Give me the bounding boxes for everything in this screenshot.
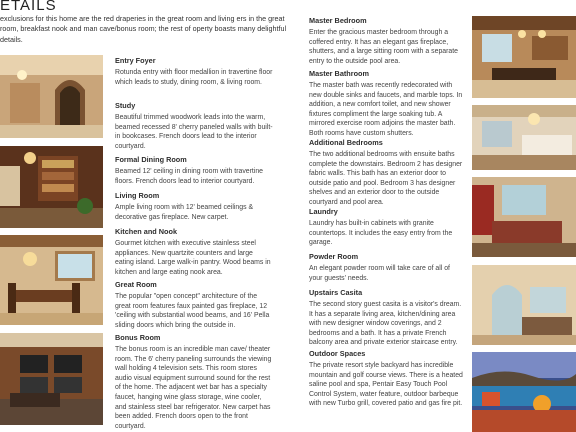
section-additional-bedrooms <box>309 138 465 208</box>
section-text: An elegant powder room will take care of all of your guests' needs. <box>309 265 450 282</box>
photo-dining-room <box>0 235 103 325</box>
section-text: Gourmet kitchen with executive stainless steel appliances. New quartzite counters and large eating island. Large walk-in pantry. Wood beams in kitchen and large eating nook area. <box>115 240 271 276</box>
section-study <box>115 101 273 151</box>
section-title: Master Bedroom <box>309 16 367 25</box>
photo-master-bathroom <box>472 105 576 170</box>
section-master-bathroom <box>309 69 465 139</box>
section-title: Living Room <box>115 191 160 200</box>
photo-entry-foyer <box>0 55 103 138</box>
page-title: ETAILS <box>0 0 57 14</box>
section-text: Enter the gracious master bedroom through a coffered entry. It has an elegant gas fireplace, shutters, and a large sitting room with a separate entry to the outside pool area. <box>309 29 458 65</box>
section-title: Formal Dining Room <box>115 155 187 164</box>
photo-casita <box>472 265 576 345</box>
section-text: The master bath was recently redecorated with new double sinks and faucets, and marble tops. In addition, a new comfort toilet, and new shower fixtures compliment the large soaking tub. A mirrored exercise room adjoins the master bath. Both rooms have custom shutters. <box>309 82 463 137</box>
section-text: The bonus room is an incredible man cave/ theater room. The 6' cherry paneling surrounds the viewing wall holding 4 television sets. This room stores audio visual equipment surround sound for the rest of the home. The adjacent wet bar has a specialty faucet, hanging wine glass storage, wine cooler, and stainless steel bar refrigerator. New carpet has been added. French doors open to the front courtyard. <box>115 346 272 430</box>
section-powder-room <box>309 252 465 283</box>
section-living-room <box>115 191 273 222</box>
section-outdoor-spaces <box>309 349 465 409</box>
section-text: Beamed 12' ceiling in dining room with travertine floors. French doors lead to interior courtyard. <box>115 168 264 185</box>
photo-study <box>0 146 103 228</box>
section-title: Powder Room <box>309 252 359 261</box>
section-text: Rotunda entry with floor medallion in travertine floor which leads to study, dining room, & living room. <box>115 69 273 86</box>
section-text: The second story guest casita is a visitor's dream. It has a separate living area, kitchen/dining area with new designer window coverings, and 2 bedrooms and a bath. It has a private French balcony area and private exterior staircase entry. <box>309 301 462 347</box>
section-title: Entry Foyer <box>115 56 156 65</box>
section-bonus-room <box>115 333 273 431</box>
section-title: Kitchen and Nook <box>115 227 178 236</box>
section-title: Master Bathroom <box>309 69 370 78</box>
section-text: Laundry has built-in cabinets with granite countertops. It includes the easy entry from the garage. <box>309 220 453 247</box>
section-upstairs-casita <box>309 288 465 348</box>
section-laundry <box>309 207 465 248</box>
photo-kitchen <box>472 16 576 98</box>
photo-bonus-room <box>0 333 103 425</box>
section-title: Great Room <box>115 280 157 289</box>
section-text: The two additional bedrooms with ensuite baths complete the downstairs. Bedroom 2 has designer fabric walls. This bath has an exterior door to outside patio and pool. Bedroom 3 has designer shelves and an exterior door to the outside courtyard and pool area. <box>309 151 463 206</box>
section-master-bedroom <box>309 16 465 66</box>
section-title: Additional Bedrooms <box>309 138 383 147</box>
section-text: The popular "open concept" architecture of the great room features faux painted gas fireplace, 12 'ceiling with substantial wood beams, and 16' Pella sliding doors which bring the outside in. <box>115 293 270 329</box>
section-text: Beautiful trimmed woodwork leads into the warm, beamed recessed 8' cherry paneled walls with built-in bookcases. French doors lead to the interior courtyard. <box>115 114 273 150</box>
section-title: Outdoor Spaces <box>309 349 366 358</box>
section-text: Ample living room with 12' beamed ceilings & decorative gas fireplace. New carpet. <box>115 204 254 221</box>
section-title: Bonus Room <box>115 333 161 342</box>
photo-outdoor-pool <box>472 352 576 432</box>
intro-paragraph: exclusions for this home are the red draperies in the great room and living ers in the great room, breakfast nook and man cave/bonus room; the rest of operty boasts many delightful details. <box>0 14 287 44</box>
section-great-room <box>115 280 273 330</box>
section-entry-foyer <box>115 56 273 87</box>
section-title: Laundry <box>309 207 338 216</box>
section-dining-room <box>115 155 273 186</box>
section-title: Upstairs Casita <box>309 288 363 297</box>
photo-bedroom <box>472 177 576 257</box>
section-title: Study <box>115 101 136 110</box>
section-text: The private resort style backyard has incredible mountain and golf course views. There is a heated saline pool and spa, Pentair Easy Touch Pool Control System, water feature, outdoor barbeque with new Turbo grill, covered patio and gas fire pit. <box>309 362 463 408</box>
section-kitchen-nook <box>115 227 273 277</box>
